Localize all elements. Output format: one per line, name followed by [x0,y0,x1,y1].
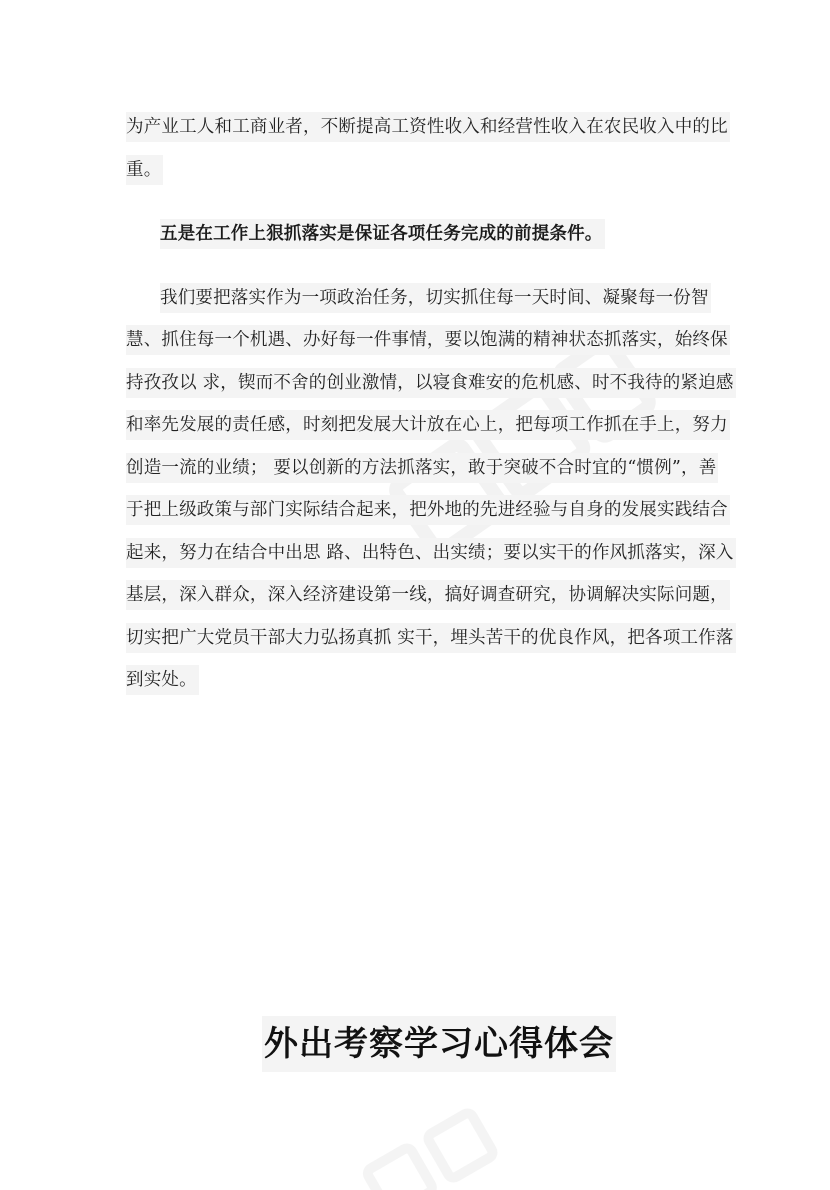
paragraph-line: 为产业工人和工商业者，不断提高工资性收入和经营性收入在农民收入中的比 [126,112,730,142]
section-heading: 五是在工作上狠抓落实是保证各项任务完成的前提条件。 [160,219,605,249]
paragraph-line: 慧、抓住每一个机遇、办好每一件事情，要以饱满的精神状态抓落实，始终保 [126,325,730,355]
paragraph-line: 切实把广大党员干部大力弘扬真抓 实干，埋头苦干的优良作风，把各项工作落 [126,623,736,653]
watermark-stamp-bottom [340,1090,540,1190]
paragraph-line: 我们要把落实作为一项政治任务，切实抓住每一天时间、凝聚每一份智 [160,283,711,313]
paragraph-line: 持孜孜以 求，锲而不舍的创业激情，以寝食难安的危机感、时不我待的紧迫感 [126,368,736,398]
paragraph-line: 起来，努力在结合中出思 路、出特色、出实绩；要以实干的作风抓落实，深入 [126,538,736,568]
paragraph-line: 到实处。 [126,665,199,695]
paragraph-line: 创造一流的业绩； 要以创新的方法抓落实，敢于突破不合时宜的“惯例”，善 [126,453,718,483]
paragraph-line: 基层，深入群众，深入经济建设第一线，搞好调查研究，协调解决实际问题， [126,580,730,610]
paragraph-line: 和率先发展的责任感，时刻把发展大计放在心上，把每项工作抓在手上，努力 [126,410,730,440]
paragraph-line: 重。 [126,155,163,185]
document-title: 外出考察学习心得体会 [262,1016,616,1072]
paragraph-line: 于把上级政策与部门实际结合起来，把外地的先进经验与自身的发展实践结合 [126,495,730,525]
